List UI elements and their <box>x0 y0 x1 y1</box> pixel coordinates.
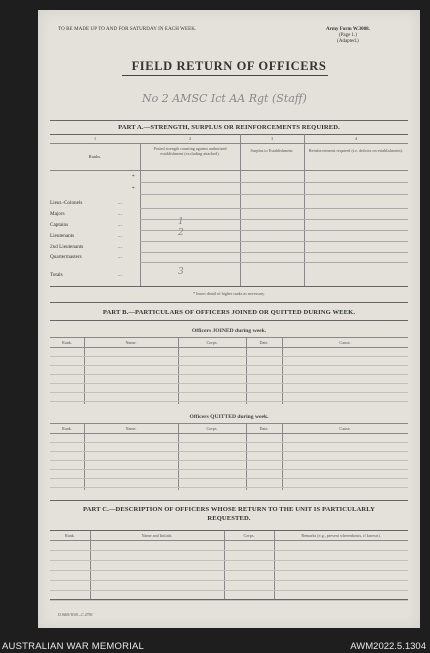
part-b-heading-rule <box>50 320 408 321</box>
rank-label: Majors <box>50 211 65 217</box>
footer-accession: AWM2022.5.1304 <box>350 641 426 652</box>
col-header: Corps. <box>206 340 218 345</box>
col-header: Name. <box>125 340 137 345</box>
rank-label: 2nd Lieutenants <box>50 244 84 250</box>
header-note: TO BE MADE UP TO AND FOR SATURDAY IN EACH WEEK. <box>58 27 197 32</box>
page-title: FIELD RETURN OF OFFICERS <box>131 59 327 73</box>
row-line <box>50 392 408 393</box>
col-header: Rank. <box>62 340 72 345</box>
row-line <box>50 356 408 357</box>
part-a-heading: PART A.—STRENGTH, SURPLUS OR REINFORCEMENTS REQUIRED. <box>118 124 340 131</box>
col-divider <box>178 424 179 490</box>
col-divider <box>84 338 85 404</box>
part-a-top-rule <box>50 120 408 121</box>
header-rule <box>50 540 408 541</box>
col-num-rule <box>50 143 408 144</box>
col-header: Cause. <box>339 340 351 345</box>
row-line <box>50 570 408 571</box>
rank-star: ... <box>118 254 122 260</box>
handwritten-unit: No 2 AMSC Ict AA Rgt (Staff) <box>142 92 307 105</box>
part-a-vline-3 <box>304 134 305 286</box>
rank-star: * <box>132 186 135 192</box>
col-header: Remarks (e.g., present whereabouts, if known). <box>301 533 381 538</box>
posted-value: 3 <box>178 267 184 277</box>
rank-label: Captains <box>50 222 69 228</box>
part-a-footnote: * Insert detail of higher ranks as necessary. <box>192 291 266 296</box>
row-line <box>50 383 408 384</box>
part-b-heading: PART B.—PARTICULARS OF OFFICERS JOINED OR QUITTED DURING WEEK. <box>102 309 356 316</box>
col-divider <box>178 338 179 404</box>
joined-top-rule <box>50 337 408 338</box>
col-header: Name and Initials. <box>141 533 173 538</box>
col-divider <box>274 531 275 599</box>
form-sheet <box>38 10 420 628</box>
col-divider <box>224 531 225 599</box>
rank-star: ... <box>118 244 122 250</box>
part-a-vline-2 <box>240 134 241 286</box>
rank-star: ... <box>118 211 122 217</box>
row-line <box>50 401 408 402</box>
col-header: Name. <box>125 426 137 431</box>
rank-star: ... <box>118 222 122 228</box>
part-a-bottom-rule <box>50 286 408 287</box>
part-c-heading: PART C.—DESCRIPTION OF OFFICERS WHOSE RETURN TO THE UNIT IS PARTICULARLY REQUESTED. <box>83 506 375 522</box>
row-line <box>50 600 408 601</box>
col-header-rule <box>50 170 408 171</box>
posted-value: 2 <box>178 228 184 238</box>
rank-star: ... <box>118 272 122 278</box>
part-a-row-line <box>140 252 408 253</box>
form-number-label: Army Form W.3008. <box>326 27 370 32</box>
rank-label: Lieut.-Colonels <box>50 200 83 206</box>
col-header: Rank. <box>62 426 72 431</box>
row-line <box>50 590 408 591</box>
header-rule <box>50 433 408 434</box>
form-page: (Page 1.) <box>338 33 357 38</box>
row-line <box>50 560 408 561</box>
part-a-row-line <box>140 241 408 242</box>
joined-title: Officers JOINED during week. <box>191 328 267 334</box>
col-header: Date. <box>259 340 269 345</box>
col-divider <box>90 531 91 599</box>
row-line <box>50 469 408 470</box>
row-line <box>50 365 408 366</box>
row-line <box>50 478 408 479</box>
row-line <box>50 487 408 488</box>
col-divider <box>246 424 247 490</box>
footer-credit: AUSTRALIAN WAR MEMORIAL <box>2 641 145 652</box>
col-divider <box>282 338 283 404</box>
col-header: Corps. <box>243 533 255 538</box>
surplus-header: Surplus to Establishment. <box>250 148 294 153</box>
header-rule <box>50 347 408 348</box>
col-header: Rank. <box>65 533 75 538</box>
rank-star: ... <box>118 200 122 206</box>
row-line <box>50 550 408 551</box>
part-a-row-line <box>140 208 408 209</box>
col-divider <box>84 424 85 490</box>
form-number <box>326 27 370 45</box>
col-divider <box>282 424 283 490</box>
rank-label: Quartermasters <box>50 254 82 260</box>
col-divider <box>246 338 247 404</box>
col-num-4: 4 <box>354 136 358 141</box>
title-underline <box>122 75 328 76</box>
form-edition: (Adapted.) <box>337 39 359 44</box>
quitted-top-rule <box>50 423 408 424</box>
part-a-row-line <box>140 182 408 183</box>
part-b-top-rule <box>50 302 408 303</box>
row-line <box>50 580 408 581</box>
row-line <box>50 442 408 443</box>
part-a-row-line <box>140 262 408 263</box>
posted-value: 1 <box>178 217 184 227</box>
col-header: Date. <box>259 426 269 431</box>
part-c-heading-rule <box>50 530 408 531</box>
quitted-title: Officers QUITTED during week. <box>189 414 269 420</box>
col-num-3: 3 <box>270 136 274 141</box>
rank-label: Lieutenants <box>50 233 75 239</box>
rank-star: * <box>132 174 135 180</box>
col-header: Corps. <box>206 426 218 431</box>
part-a-heading-rule <box>50 134 408 135</box>
posted-header: Posted strength counting against authorized establishment (excluding attached). <box>153 146 227 156</box>
part-a-vline-1 <box>140 143 141 286</box>
rank-star: ... <box>118 233 122 239</box>
part-c-bottom-rule <box>50 599 408 600</box>
col-header: Cause. <box>339 426 351 431</box>
row-line <box>50 374 408 375</box>
reinforcements-header: Reinforcements required (i.e. deficits on establishment). <box>308 148 404 153</box>
part-c-top-rule <box>50 500 408 501</box>
print-code: D.9465/W.69—C.4796 <box>58 613 93 617</box>
col-num-2: 2 <box>188 136 192 141</box>
row-line <box>50 451 408 452</box>
rank-label: Totals <box>50 272 63 278</box>
ranks-header: Ranks. <box>88 154 102 159</box>
part-a-row-line <box>140 194 408 195</box>
row-line <box>50 460 408 461</box>
col-num-1: 1 <box>93 136 97 141</box>
